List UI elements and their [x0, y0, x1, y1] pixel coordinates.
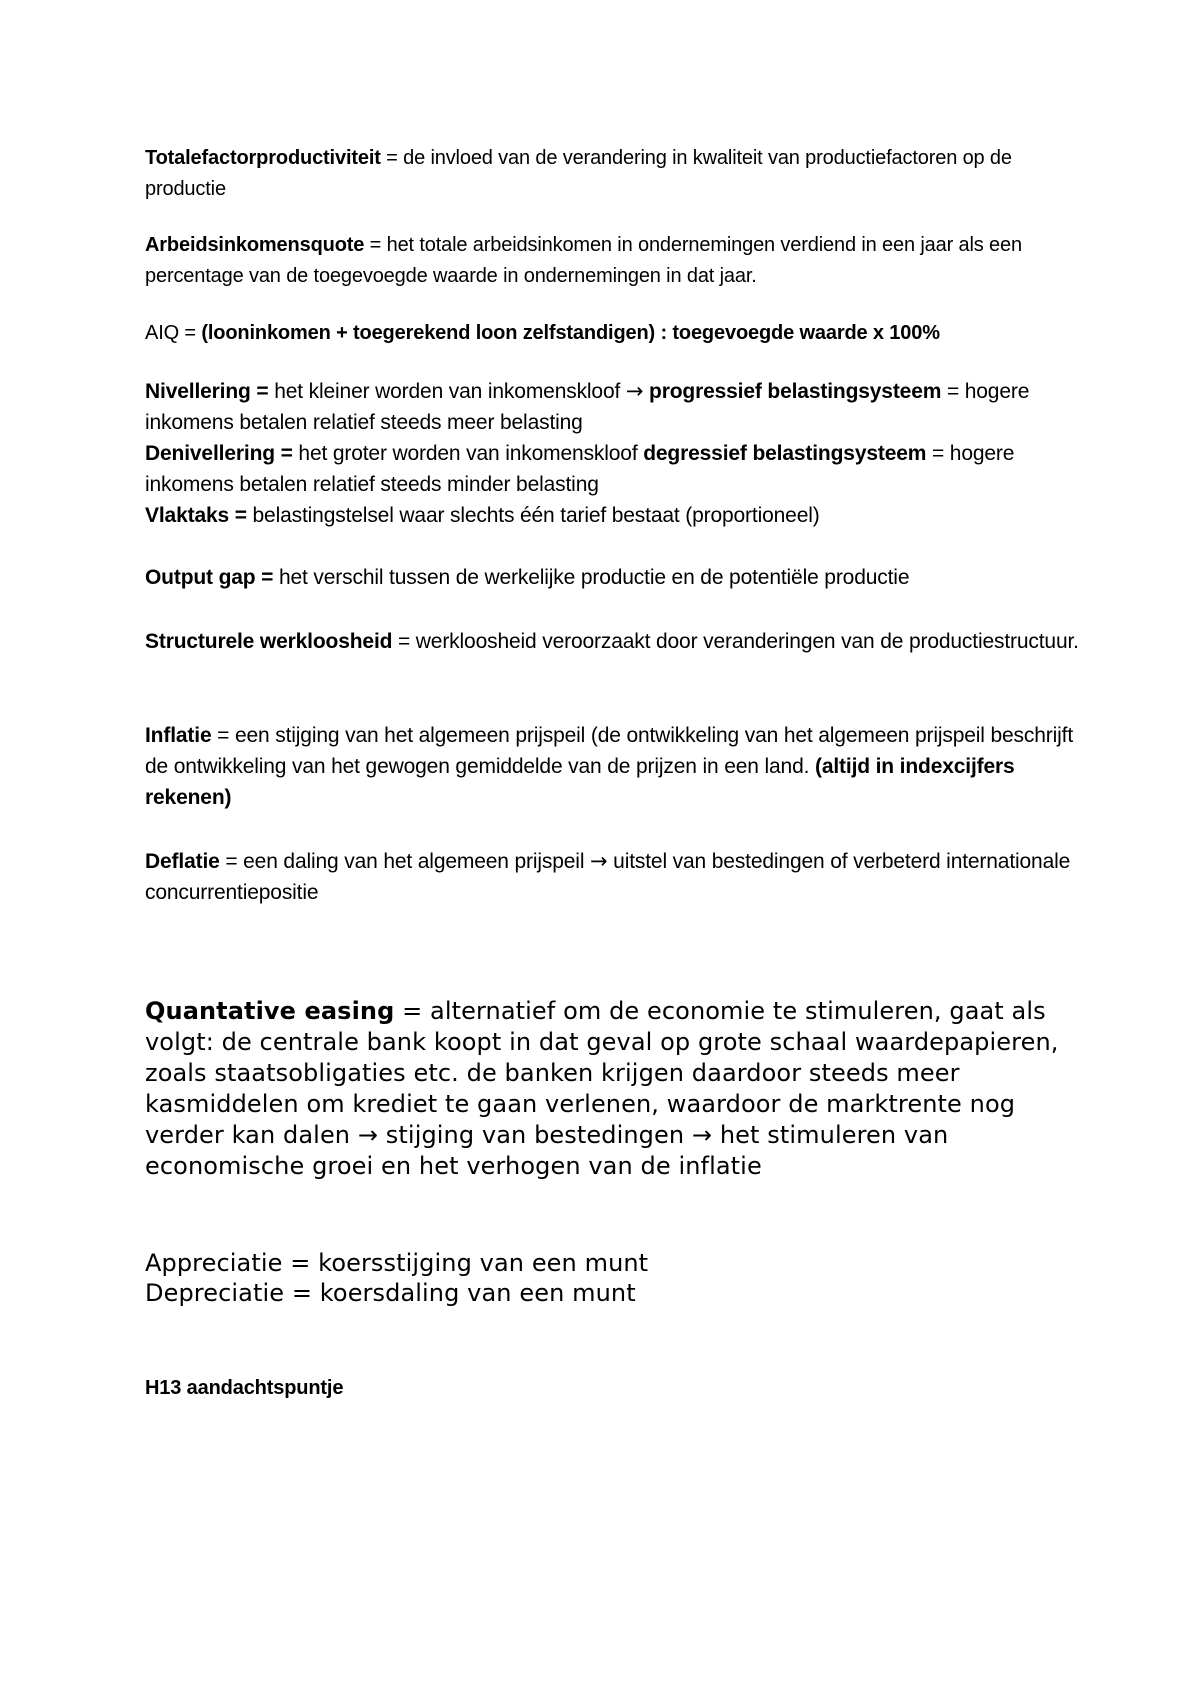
definition-vlaktaks	[145, 500, 1085, 531]
definition-text: = de invloed van de verandering in kwaliteit van productiefactoren op de productie	[145, 147, 1012, 200]
definition-text: het groter worden van inkomenskloof	[292, 442, 644, 465]
term-label: Vlaktaks =	[145, 504, 247, 527]
definition-text: belastingstelsel waar slechts één tarief bestaat (proportioneel)	[246, 504, 820, 527]
term-label: Arbeidsinkomensquote	[145, 234, 365, 256]
definition-text: het verschil tussen de werkelijke productie en de potentiële productie	[273, 566, 910, 589]
definition-text: stijging van bestedingen	[378, 1121, 692, 1149]
definition-quantative-easing	[145, 996, 1085, 1182]
explanation-text: = hogere inkomens betalen relatief steeds minder belasting	[145, 442, 1015, 496]
term-label: Totalefactorproductiviteit	[145, 147, 381, 169]
right-arrow-icon: →	[625, 379, 644, 403]
right-arrow-icon: →	[357, 1121, 379, 1149]
term-label: Deflatie	[145, 850, 220, 873]
term-label: Denivellering =	[145, 442, 293, 465]
right-arrow-icon: →	[590, 849, 608, 873]
formula-label: AIQ =	[145, 322, 202, 344]
term-label: Nivellering =	[145, 380, 269, 403]
definition-text: = alternatief om de economie te stimuleren, gaat als volgt: de centrale bank koopt in dat geval op grote schaal waardepapieren, zoals staatsobligaties etc. de banken krijgen daardoor steeds meer kasmiddelen om krediet te gaan verlenen, waardoor de marktrente nog verder kan dalen	[145, 997, 1059, 1149]
explanation-text: = hogere inkomens betalen relatief steeds meer belasting	[145, 380, 1030, 434]
rest-text: uitstel van bestedingen of verbeterd internationale concurrentiepositie	[145, 850, 1071, 904]
definition-denivellering	[145, 438, 1085, 500]
definition-text: het kleiner worden van inkomenskloof	[268, 380, 626, 403]
formula-aiq	[145, 318, 1085, 349]
definition-deflatie	[145, 846, 1085, 908]
term-label: Output gap =	[145, 566, 274, 589]
definition-text: = werkloosheid veroorzaakt door veranderingen van de productiestructuur.	[392, 630, 1079, 653]
definition-arbeidsinkomensquote	[145, 230, 1085, 292]
definition-totalefactorproductiviteit	[145, 143, 1085, 205]
definition-output-gap	[145, 562, 1085, 593]
formula-expression: (looninkomen + toegerekend loon zelfstandigen) : toegevoegde waarde x 100%	[201, 322, 940, 344]
right-arrow-icon: →	[691, 1121, 713, 1149]
definition-nivellering	[145, 376, 1085, 438]
definition-text: = het totale arbeidsinkomen in ondernemingen verdiend in een jaar als een percentage van de toegevoegde waarde in ondernemingen in dat jaar.	[145, 234, 1022, 287]
system-label: progressief belastingsysteem	[643, 380, 942, 403]
definition-text: = een daling van het algemeen prijspeil	[219, 850, 591, 873]
definition-structurele-werkloosheid	[145, 626, 1085, 657]
definition-inflatie	[145, 720, 1085, 813]
term-label: Quantative easing	[145, 997, 395, 1025]
definition-text: = een stijging van het algemeen prijspeil (de ontwikkeling van het algemeen prijspeil beschrijft de ontwikkeling van het gewogen gemiddelde van de prijzen in een land.	[145, 724, 1074, 778]
term-label: Inflatie	[145, 724, 212, 747]
definition-depreciatie: Depreciatie = koersdaling van een munt	[145, 1279, 636, 1307]
heading-text: H13 aandachtspuntje	[145, 1377, 344, 1399]
system-label: degressief belastingsysteem	[643, 442, 927, 465]
definition-appreciatie: Appreciatie = koersstijging van een munt	[145, 1249, 649, 1277]
term-label: Structurele werkloosheid	[145, 630, 393, 653]
note-text: (altijd in indexcijfers rekenen)	[145, 755, 1015, 809]
definition-text: het stimuleren van economische groei en het verhogen van de inflatie	[145, 1121, 949, 1180]
section-heading-h13	[145, 1373, 1085, 1404]
